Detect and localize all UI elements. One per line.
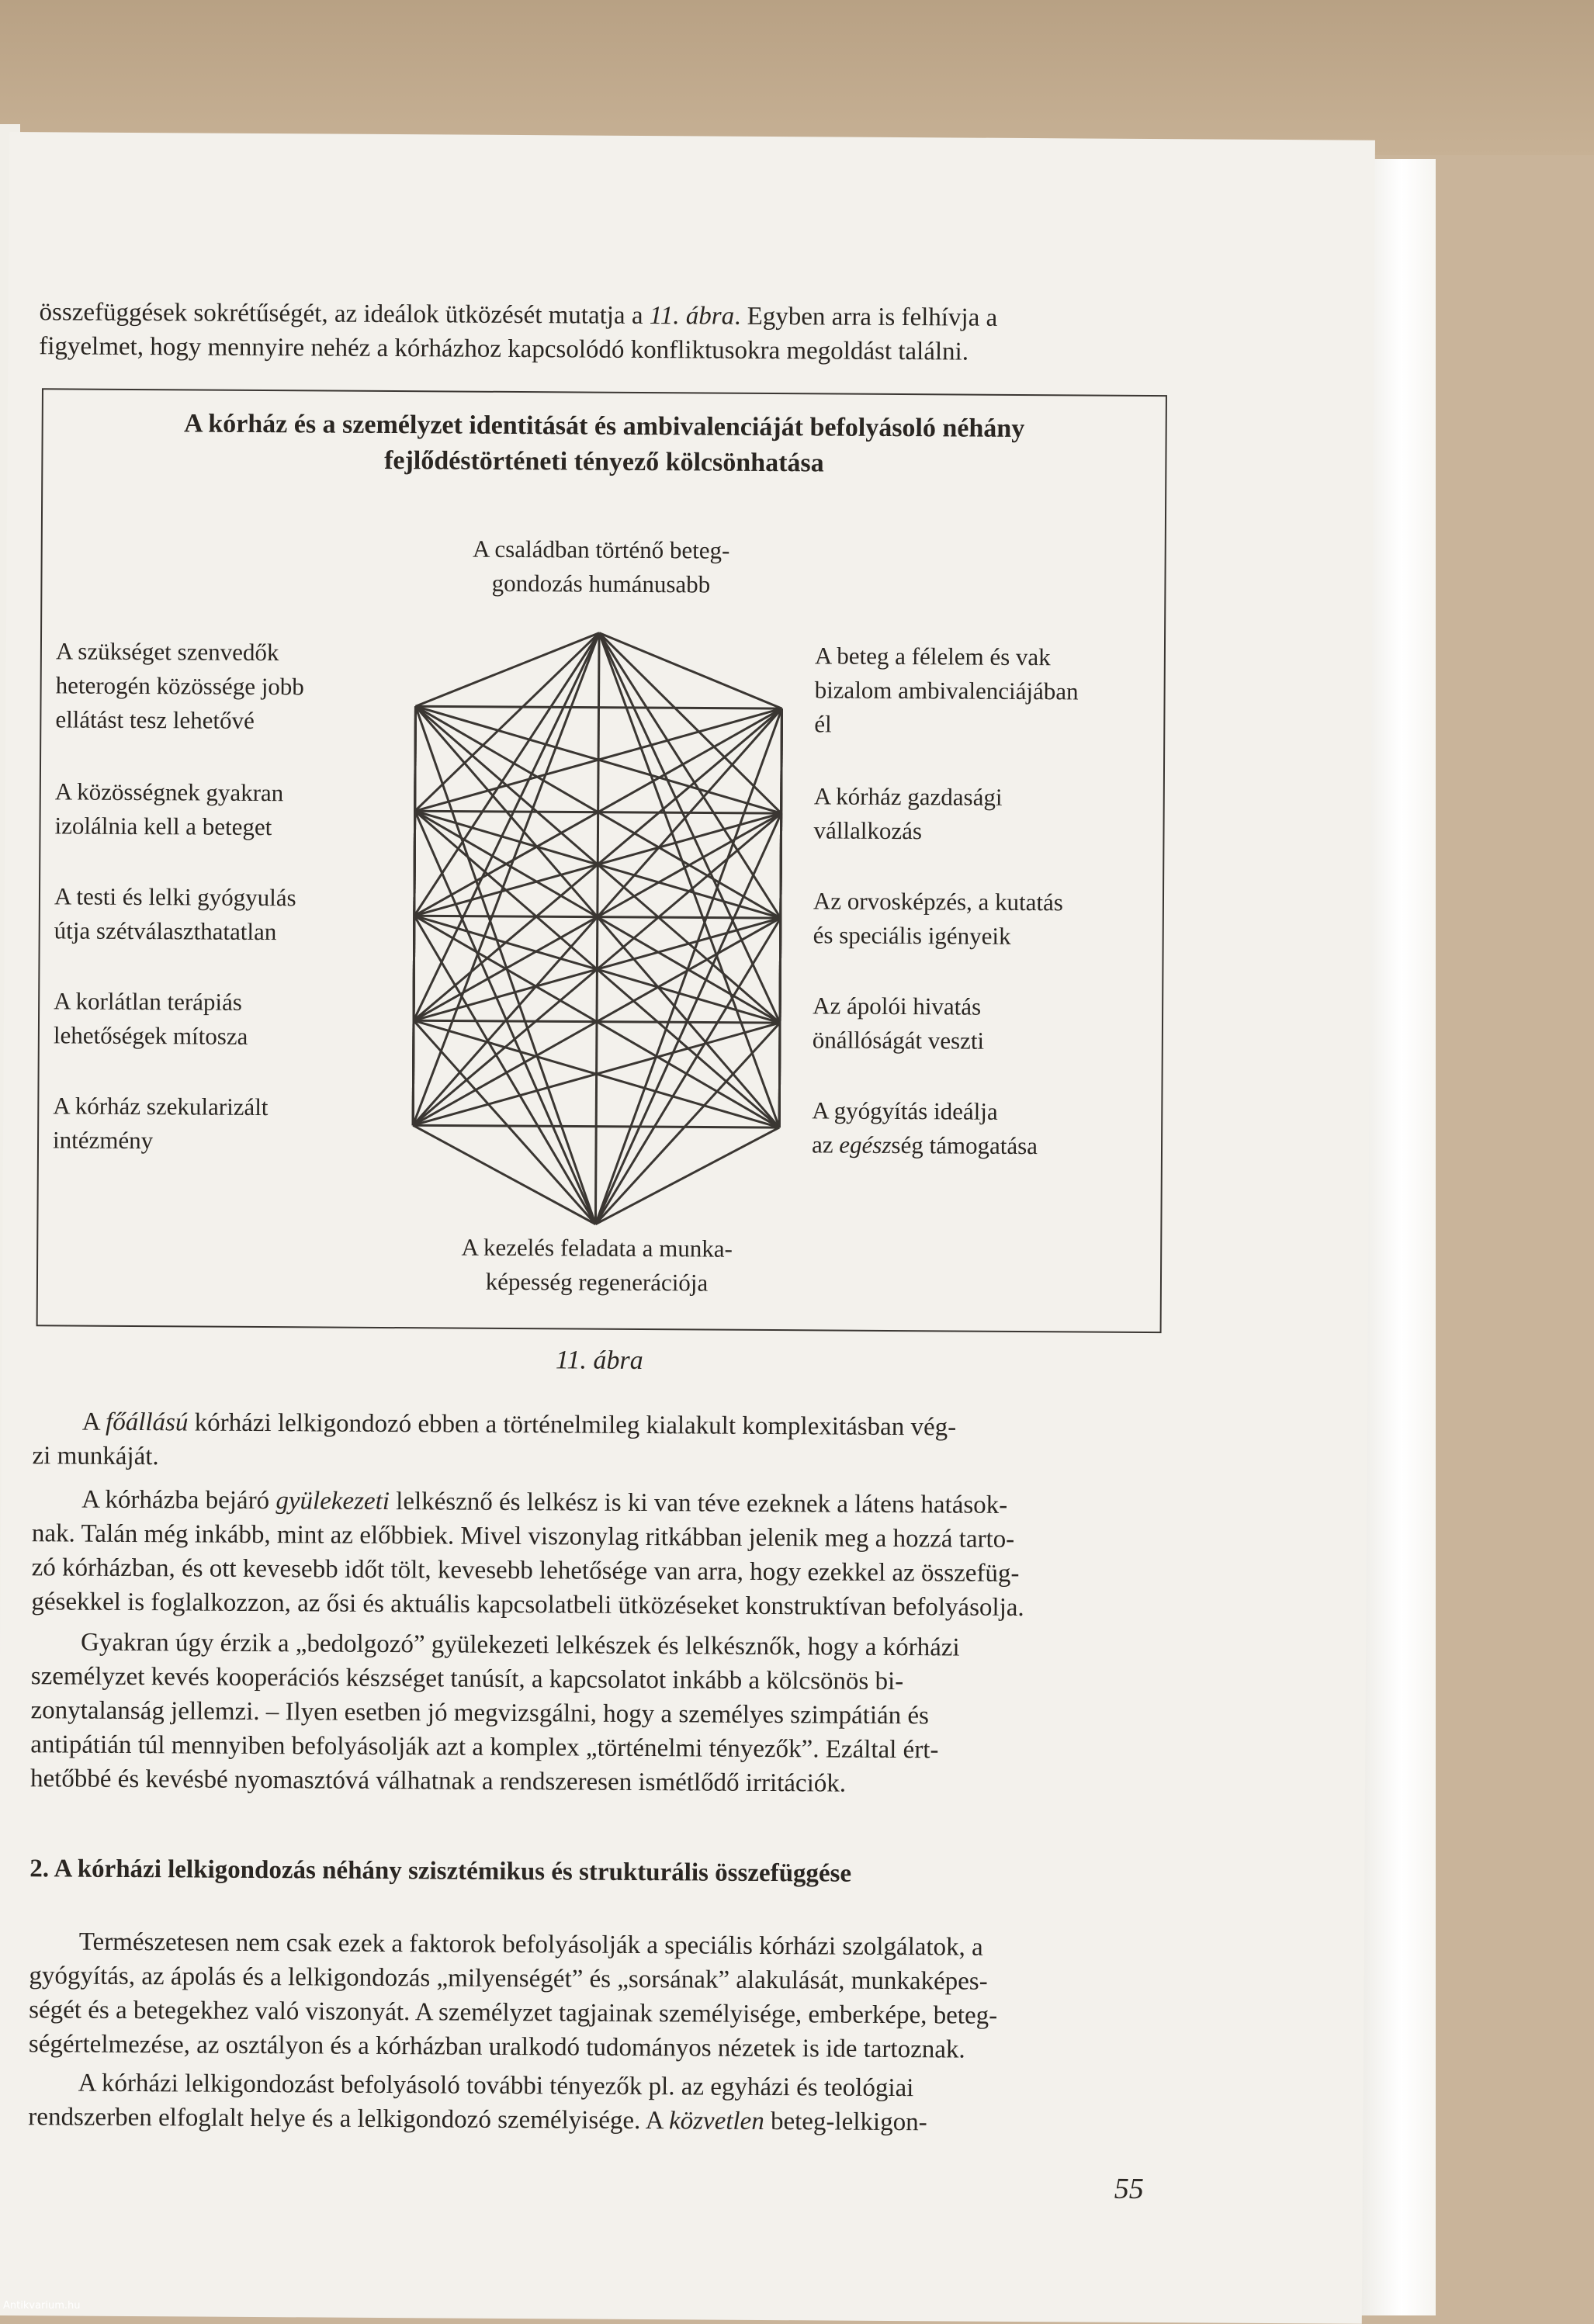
body-p1-line1: A főállású kórházi lelkigondozó ebben a történelmileg kialakult komplexitásban vég- xyxy=(81,1408,957,1442)
network-edge-6 xyxy=(598,633,782,918)
body-p3-line1: Gyakran úgy érzik a „bedolgozó” gyülekezeti lelkészek és lelkésznők, hogy a kórházi xyxy=(81,1628,960,1662)
body-p2-line2: nak. Talán még inkább, mint az előbbiek. Mivel viszonylag ritkábban jelenik meg a hozzá tarto- xyxy=(31,1519,1015,1553)
label-left-1: A szükséget szenvedők heterogén közössége jobb ellátást tesz lehetővé xyxy=(55,637,304,734)
label-left-2: A közösségnek gyakran izolálnia kell a beteget xyxy=(54,778,284,841)
body-p3-line4: antipátián túl mennyiben befolyásolják azt a komplex „történelmi tényezők”. Ezáltal ért- xyxy=(30,1730,939,1765)
label-left-5: A kórház szekularizált intézmény xyxy=(52,1092,269,1155)
figure-reference: 11. ábra xyxy=(649,302,735,331)
network-edge-51 xyxy=(414,916,781,918)
background-desk xyxy=(0,0,1594,155)
body-p2-line1: A kórházba bejáró gyülekezeti lelkésznő és lelkész is ki van téve ezeknek a látens hatások- xyxy=(81,1485,1008,1519)
label-right-4: Az ápolói hivatás önállóságát veszti xyxy=(812,992,985,1055)
label-right-1: A beteg a félelem és vak bizalom ambivalenciájában él xyxy=(814,642,1079,738)
network-edge-64 xyxy=(779,1023,780,1127)
label-bottom: A kezelés feladata a munka- képesség regenerációja xyxy=(461,1233,733,1297)
body-p5-line1: A kórházi lelkigondozást befolyásoló további tényezők pl. az egyházi és teológiai xyxy=(78,2069,914,2103)
body-p1-line2: zi munkáját. xyxy=(32,1442,159,1471)
body-p2-line4: gésekkel is foglalkozzon, az ősi és aktuális kapcsolatbeli ütközéseket konstruktívan befolyásolja. xyxy=(31,1588,1024,1623)
intro-line-1: összefüggések sokrétűségét, az ideálok ütközését mutatja a 11. ábra. Egyben arra is felhívja a xyxy=(39,298,998,332)
body-p3-line3: zonytalanság jellemzi. – Ilyen esetben jó megvizsgálni, hogy a személyes szimpátián és xyxy=(30,1696,930,1730)
body-p4-line3: ségét és a betegekhez való viszonyát. A személyzet tagjainak személyisége, emberképe, beteg- xyxy=(29,1996,998,2030)
body-p5-line2: rendszerben elfoglalt helye és a lelkigondozó személyisége. A közvetlen beteg-lelkigon- xyxy=(28,2103,927,2137)
network-edge-21 xyxy=(415,706,781,708)
network-edge-65 xyxy=(413,1125,779,1127)
network-edge-18 xyxy=(595,1022,780,1225)
network-edge-60 xyxy=(414,1020,780,1023)
label-right-5: A gyógyítás ideálja az egészség támogatása xyxy=(812,1093,1038,1163)
label-left-3: A testi és lelki gyógyulás útja szétválaszthatatlan xyxy=(54,882,296,946)
book-page xyxy=(0,132,1375,2324)
body-p2-line3: zó kórházban, és ott kevesebb időt tölt, kevesebb lehetősége van arra, hogy ezekkel az összefüg- xyxy=(31,1553,1020,1588)
network-edge-0 xyxy=(595,633,599,1224)
network-edge-19 xyxy=(412,1125,596,1224)
interaction-network-diagram xyxy=(409,629,785,1228)
body-p4-line4: ségértelmezése, az osztályon és a kórházban uralkodó tudományos nézetek is ide tartoznak. xyxy=(28,2030,965,2064)
label-left-4: A korlátlan terápiás lehetőségek mítosza xyxy=(53,987,248,1050)
page-number: 55 xyxy=(1114,2172,1144,2205)
network-edge-20 xyxy=(595,1127,779,1225)
network-edge-2 xyxy=(598,633,782,708)
network-edge-1 xyxy=(415,632,599,707)
body-p3-line2: személyzet kevés kooperációs készséget tanúsít, a kapcsolatot inkább a kölcsönös bi- xyxy=(30,1662,904,1696)
figure-title: A kórház és a személyzet identitását és ambivalenciáját befolyásoló néhány fejlődéstörténeti tényező kölcsönhatása xyxy=(184,409,1025,478)
label-right-2: A kórház gazdasági vállalkozás xyxy=(813,782,1003,845)
label-top: A családban történő beteg- gondozás humánusabb xyxy=(472,535,730,598)
network-edge-61 xyxy=(413,1020,414,1125)
network-edge-38 xyxy=(415,811,781,813)
body-p4-line1: Természetesen nem csak ezek a faktorok befolyásolják a speciális kórházi szolgálatok, a xyxy=(78,1927,983,1962)
network-edge-17 xyxy=(412,1020,597,1224)
label-right-5-line-2: az egészség támogatása xyxy=(811,1131,1038,1160)
figure-box xyxy=(36,388,1167,1333)
section-heading: 2. A kórházi lelkigondozás néhány szisztémikus és strukturális összefüggése xyxy=(29,1855,852,1888)
body-p4-line2: gyógyítás, az ápolás és a lelkigondozás „milyenségét” és „sorsának” alakulását, munkaképes- xyxy=(29,1962,988,1996)
label-right-3: Az orvosképzés, a kutatás és speciális igényeik xyxy=(813,887,1064,950)
figure-caption: 11. ábra xyxy=(555,1346,643,1376)
network-edge-14 xyxy=(595,812,781,1225)
intro-line-2: figyelmet, hogy mennyire nehéz a kórházhoz kapcsolódó konfliktusokra megoldást találni. xyxy=(39,332,969,366)
watermark-text: Antikvarium.hu xyxy=(3,2300,81,2312)
body-p3-line5: hetőbbé és kevésbé nyomasztóvá válhatnak a rendszeresen ismétlődő irritációk. xyxy=(29,1765,847,1798)
